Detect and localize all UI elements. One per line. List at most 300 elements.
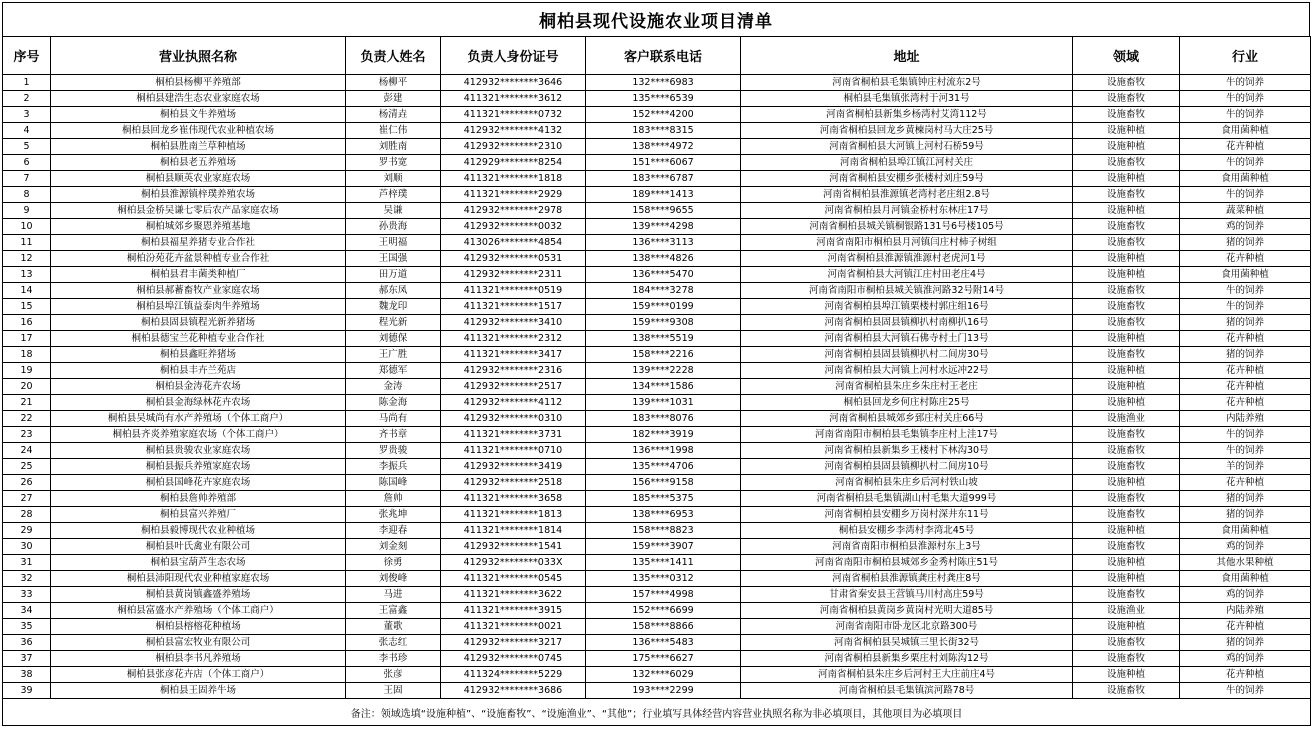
cell-license-name: 桐柏县齐炎养殖家庭农场（个体工商户） (51, 427, 346, 443)
cell-id-number: 411321********1818 (441, 171, 586, 187)
cell-phone: 183****6787 (586, 171, 741, 187)
cell-id-number: 412932********4132 (441, 123, 586, 139)
cell-industry: 花卉种植 (1180, 363, 1311, 379)
cell-index: 24 (3, 443, 51, 459)
cell-id-number: 412932********0310 (441, 411, 586, 427)
cell-address: 河南省南阳市桐柏县月河镇闫庄村柿子树组 (741, 235, 1073, 251)
cell-license-name: 桐柏县鑫旺养猪场 (51, 347, 346, 363)
cell-address: 河南省桐柏县固县镇柳扒村二间房10号 (741, 459, 1073, 475)
cell-address: 河南省桐柏县毛集镇滨河路78号 (741, 683, 1073, 699)
cell-address: 河南省桐柏县新集乡王楼村下林沟30号 (741, 443, 1073, 459)
table-row (3, 635, 1311, 651)
cell-license-name: 桐柏县君丰菌类种植厂 (51, 267, 346, 283)
cell-person-name: 张志红 (346, 635, 441, 651)
cell-phone: 138****4972 (586, 139, 741, 155)
cell-id-number: 412932********0531 (441, 251, 586, 267)
cell-industry: 食用菌种植 (1180, 571, 1311, 587)
cell-industry: 牛的饲养 (1180, 75, 1311, 91)
table-row (3, 411, 1311, 427)
cell-index: 35 (3, 619, 51, 635)
table-row (3, 187, 1311, 203)
table-row (3, 155, 1311, 171)
cell-person-name: 王固 (346, 683, 441, 699)
cell-industry: 鸡的饲养 (1180, 539, 1311, 555)
cell-person-name: 彭建 (346, 91, 441, 107)
cell-industry: 花卉种植 (1180, 667, 1311, 683)
cell-phone: 135****0312 (586, 571, 741, 587)
cell-id-number: 412932********3419 (441, 459, 586, 475)
cell-license-name: 桐柏县詹帅养殖部 (51, 491, 346, 507)
cell-license-name: 桐柏县榕榕花种植场 (51, 619, 346, 635)
cell-industry: 猪的饲养 (1180, 347, 1311, 363)
cell-phone: 139****2228 (586, 363, 741, 379)
cell-license-name: 桐柏县富盛水产养殖场（个体工商户） (51, 603, 346, 619)
cell-phone: 175****6627 (586, 651, 741, 667)
table-row (3, 603, 1311, 619)
cell-index: 19 (3, 363, 51, 379)
table-row (3, 491, 1311, 507)
cell-industry: 食用菌种植 (1180, 171, 1311, 187)
cell-address: 河南省桐柏县大河镇石佛寺村土门13号 (741, 331, 1073, 347)
table-body (3, 75, 1311, 699)
table-row (3, 171, 1311, 187)
cell-phone: 136****1998 (586, 443, 741, 459)
table-row (3, 219, 1311, 235)
cell-id-number: 412932********0745 (441, 651, 586, 667)
table-row (3, 651, 1311, 667)
cell-address: 河南省桐柏县朱庄乡朱庄村王老庄 (741, 379, 1073, 395)
cell-id-number: 412932********2978 (441, 203, 586, 219)
cell-id-number: 412932********2310 (441, 139, 586, 155)
cell-id-number: 411321********0519 (441, 283, 586, 299)
cell-phone: 151****6067 (586, 155, 741, 171)
table-row (3, 139, 1311, 155)
cell-industry: 牛的饲养 (1180, 91, 1311, 107)
cell-license-name: 桐柏县丰卉兰苑店 (51, 363, 346, 379)
cell-license-name: 桐柏县振兵养殖家庭农场 (51, 459, 346, 475)
cell-license-name: 桐柏县国峰花卉家庭农场 (51, 475, 346, 491)
cell-address: 桐柏县毛集镇张湾村于河31号 (741, 91, 1073, 107)
cell-index: 11 (3, 235, 51, 251)
cell-industry: 食用菌种植 (1180, 123, 1311, 139)
cell-phone: 138****5519 (586, 331, 741, 347)
cell-address: 河南省南阳市桐柏县城关镇淮河路32号附14号 (741, 283, 1073, 299)
cell-industry: 花卉种植 (1180, 395, 1311, 411)
cell-phone: 193****2299 (586, 683, 741, 699)
cell-address: 河南省桐柏县大河镇上河村石桥59号 (741, 139, 1073, 155)
cell-index: 1 (3, 75, 51, 91)
table-row (3, 571, 1311, 587)
cell-phone: 157****4998 (586, 587, 741, 603)
cell-person-name: 刘胜南 (346, 139, 441, 155)
table-row (3, 587, 1311, 603)
cell-domain: 设施种植 (1073, 475, 1180, 491)
cell-industry: 鸡的饲养 (1180, 651, 1311, 667)
cell-person-name: 芦梓璞 (346, 187, 441, 203)
cell-address: 河南省桐柏县大河镇江庄村田老庄4号 (741, 267, 1073, 283)
cell-license-name: 桐柏县郝蓄畜牧产业家庭农场 (51, 283, 346, 299)
table-row (3, 475, 1311, 491)
cell-index: 14 (3, 283, 51, 299)
cell-id-number: 412932********1541 (441, 539, 586, 555)
cell-phone: 136****3113 (586, 235, 741, 251)
cell-id-number: 412932********3686 (441, 683, 586, 699)
cell-phone: 152****4200 (586, 107, 741, 123)
cell-person-name: 金涛 (346, 379, 441, 395)
cell-person-name: 马进 (346, 587, 441, 603)
cell-license-name: 桐柏县固县镇程光新养猪场 (51, 315, 346, 331)
cell-phone: 152****6699 (586, 603, 741, 619)
cell-industry: 鸡的饲养 (1180, 219, 1311, 235)
cell-address: 河南省桐柏县月河镇金桥村东林庄17号 (741, 203, 1073, 219)
cell-domain: 设施畜牧 (1073, 459, 1180, 475)
cell-license-name: 桐柏县王固养牛场 (51, 683, 346, 699)
cell-industry: 牛的饲养 (1180, 683, 1311, 699)
cell-domain: 设施畜牧 (1073, 283, 1180, 299)
cell-person-name: 李迎春 (346, 523, 441, 539)
header-phone: 客户联系电话 (586, 37, 741, 75)
cell-domain: 设施种植 (1073, 619, 1180, 635)
cell-id-number: 411321********1517 (441, 299, 586, 315)
cell-index: 33 (3, 587, 51, 603)
cell-phone: 182****3919 (586, 427, 741, 443)
cell-address: 河南省桐柏县城郊乡郅庄村关庄66号 (741, 411, 1073, 427)
cell-license-name: 桐柏县沛阳现代农业种植家庭农场 (51, 571, 346, 587)
cell-person-name: 罗贵骏 (346, 443, 441, 459)
cell-person-name: 孙贵海 (346, 219, 441, 235)
header-domain: 领域 (1073, 37, 1180, 75)
table-row (3, 107, 1311, 123)
table-row (3, 75, 1311, 91)
cell-index: 32 (3, 571, 51, 587)
cell-id-number: 412929********8254 (441, 155, 586, 171)
table-row (3, 347, 1311, 363)
cell-domain: 设施畜牧 (1073, 155, 1180, 171)
cell-domain: 设施种植 (1073, 267, 1180, 283)
cell-license-name: 桐柏县金海绿林花卉农场 (51, 395, 346, 411)
cell-domain: 设施种植 (1073, 379, 1180, 395)
cell-domain: 设施种植 (1073, 555, 1180, 571)
cell-index: 23 (3, 427, 51, 443)
cell-license-name: 桐柏县建浩生态农业家庭农场 (51, 91, 346, 107)
cell-industry: 牛的饲养 (1180, 299, 1311, 315)
cell-id-number: 413026********4854 (441, 235, 586, 251)
cell-license-name: 桐柏县吴城尚有水产养殖场（个体工商户） (51, 411, 346, 427)
cell-domain: 设施畜牧 (1073, 539, 1180, 555)
cell-person-name: 李振兵 (346, 459, 441, 475)
cell-license-name: 桐柏县毅博现代农业种植场 (51, 523, 346, 539)
cell-industry: 牛的饲养 (1180, 443, 1311, 459)
cell-id-number: 411321********0545 (441, 571, 586, 587)
cell-id-number: 411321********3658 (441, 491, 586, 507)
cell-domain: 设施畜牧 (1073, 91, 1180, 107)
cell-address: 河南省桐柏县朱庄乡后河村铁山坡 (741, 475, 1073, 491)
cell-address: 河南省桐柏县固县镇柳扒村二间房30号 (741, 347, 1073, 363)
cell-license-name: 桐柏县文牛养殖场 (51, 107, 346, 123)
cell-index: 31 (3, 555, 51, 571)
cell-industry: 牛的饲养 (1180, 283, 1311, 299)
cell-id-number: 411321********3731 (441, 427, 586, 443)
cell-index: 16 (3, 315, 51, 331)
cell-index: 7 (3, 171, 51, 187)
cell-address: 河南省桐柏县黄岗乡黄岗村光明大道85号 (741, 603, 1073, 619)
cell-person-name: 王明福 (346, 235, 441, 251)
cell-industry: 花卉种植 (1180, 139, 1311, 155)
header-address: 地址 (741, 37, 1073, 75)
cell-license-name: 桐柏县金涛花卉农场 (51, 379, 346, 395)
cell-address: 河南省桐柏县淮源镇龚庄村龚庄8号 (741, 571, 1073, 587)
cell-index: 8 (3, 187, 51, 203)
cell-index: 37 (3, 651, 51, 667)
cell-id-number: 412932********4112 (441, 395, 586, 411)
cell-address: 河南省南阳市卧龙区北京路300号 (741, 619, 1073, 635)
cell-domain: 设施畜牧 (1073, 587, 1180, 603)
cell-index: 6 (3, 155, 51, 171)
cell-license-name: 桐柏县回龙乡崔伟现代农业种植农场 (51, 123, 346, 139)
cell-address: 河南省桐柏县埠江镇江河村关庄 (741, 155, 1073, 171)
cell-domain: 设施种植 (1073, 523, 1180, 539)
cell-index: 30 (3, 539, 51, 555)
cell-address: 河南省南阳市桐柏县淮源村东上3号 (741, 539, 1073, 555)
cell-address: 河南省桐柏县朱庄乡后河村王大庄前庄4号 (741, 667, 1073, 683)
table-row (3, 283, 1311, 299)
cell-domain: 设施畜牧 (1073, 507, 1180, 523)
cell-license-name: 桐柏县杨柳平养殖部 (51, 75, 346, 91)
cell-address: 河南省桐柏县埠江镇栗楼村郭庄组16号 (741, 299, 1073, 315)
cell-domain: 设施畜牧 (1073, 635, 1180, 651)
cell-license-name: 桐柏县富兴养殖厂 (51, 507, 346, 523)
cell-license-name: 桐柏县宝葫芦生态农场 (51, 555, 346, 571)
cell-industry: 猪的饲养 (1180, 235, 1311, 251)
cell-id-number: 411321********3915 (441, 603, 586, 619)
cell-license-name: 桐柏县金桥吴谦七零后农产品家庭农场 (51, 203, 346, 219)
cell-license-name: 桐柏县顺英农业家庭农场 (51, 171, 346, 187)
table-row (3, 539, 1311, 555)
cell-phone: 158****8823 (586, 523, 741, 539)
cell-industry: 猪的饲养 (1180, 507, 1311, 523)
cell-person-name: 徐勇 (346, 555, 441, 571)
header-person-name: 负责人姓名 (346, 37, 441, 75)
cell-phone: 185****5375 (586, 491, 741, 507)
cell-person-name: 董歌 (346, 619, 441, 635)
cell-industry: 内陆养殖 (1180, 603, 1311, 619)
cell-industry: 鸡的饲养 (1180, 587, 1311, 603)
cell-license-name: 桐柏县老五养殖场 (51, 155, 346, 171)
cell-person-name: 陈国峰 (346, 475, 441, 491)
cell-address: 河南省桐柏县毛集镇钟庄村流东2号 (741, 75, 1073, 91)
cell-person-name: 杨清垚 (346, 107, 441, 123)
cell-person-name: 王国强 (346, 251, 441, 267)
cell-industry: 花卉种植 (1180, 379, 1311, 395)
cell-industry: 蔬菜种植 (1180, 203, 1311, 219)
cell-person-name: 李书珍 (346, 651, 441, 667)
cell-industry: 牛的饲养 (1180, 187, 1311, 203)
cell-address: 河南省桐柏县安棚乡万岗村深井东11号 (741, 507, 1073, 523)
cell-person-name: 张兆坤 (346, 507, 441, 523)
cell-phone: 138****6953 (586, 507, 741, 523)
cell-person-name: 马尚有 (346, 411, 441, 427)
cell-person-name: 王富鑫 (346, 603, 441, 619)
cell-industry: 牛的饲养 (1180, 427, 1311, 443)
table-row (3, 683, 1311, 699)
table-row (3, 507, 1311, 523)
cell-phone: 158****9655 (586, 203, 741, 219)
cell-person-name: 吴谦 (346, 203, 441, 219)
cell-address: 河南省桐柏县毛集镇湖山村毛集大道999号 (741, 491, 1073, 507)
cell-domain: 设施畜牧 (1073, 347, 1180, 363)
cell-person-name: 罗书宽 (346, 155, 441, 171)
cell-index: 39 (3, 683, 51, 699)
header-license-name: 营业执照名称 (51, 37, 346, 75)
cell-industry: 花卉种植 (1180, 475, 1311, 491)
table-row (3, 91, 1311, 107)
cell-phone: 189****1413 (586, 187, 741, 203)
table-row (3, 395, 1311, 411)
cell-index: 38 (3, 667, 51, 683)
cell-index: 27 (3, 491, 51, 507)
cell-address: 河南省桐柏县新集乡杨湾村艾湾112号 (741, 107, 1073, 123)
cell-id-number: 411321********2929 (441, 187, 586, 203)
cell-phone: 183****8315 (586, 123, 741, 139)
cell-domain: 设施畜牧 (1073, 683, 1180, 699)
cell-domain: 设施畜牧 (1073, 315, 1180, 331)
cell-id-number: 411321********3622 (441, 587, 586, 603)
cell-domain: 设施畜牧 (1073, 427, 1180, 443)
cell-domain: 设施畜牧 (1073, 107, 1180, 123)
cell-phone: 184****3278 (586, 283, 741, 299)
cell-industry: 猪的饲养 (1180, 315, 1311, 331)
cell-id-number: 411321********0710 (441, 443, 586, 459)
cell-address: 河南省桐柏县吴城镇三里长街32号 (741, 635, 1073, 651)
table-row (3, 203, 1311, 219)
cell-domain: 设施渔业 (1073, 603, 1180, 619)
cell-industry: 牛的饲养 (1180, 107, 1311, 123)
cell-person-name: 刘俊峰 (346, 571, 441, 587)
cell-address: 河南省桐柏县城关镇桐银路131号6号楼105号 (741, 219, 1073, 235)
cell-phone: 132****6983 (586, 75, 741, 91)
cell-id-number: 411321********0732 (441, 107, 586, 123)
table-row (3, 331, 1311, 347)
cell-license-name: 桐柏县黄岗镇鑫盛养殖场 (51, 587, 346, 603)
cell-domain: 设施种植 (1073, 571, 1180, 587)
cell-index: 10 (3, 219, 51, 235)
cell-industry: 牛的饲养 (1180, 155, 1311, 171)
cell-license-name: 桐柏县埠江镇益泰肉牛养殖场 (51, 299, 346, 315)
cell-id-number: 411321********3417 (441, 347, 586, 363)
cell-address: 河南省南阳市桐柏县毛集镇李庄村上洼17号 (741, 427, 1073, 443)
cell-phone: 156****9158 (586, 475, 741, 491)
cell-person-name: 崔仁伟 (346, 123, 441, 139)
cell-domain: 设施种植 (1073, 251, 1180, 267)
cell-person-name: 张彦 (346, 667, 441, 683)
cell-address: 河南省南阳市桐柏县城郊乡金秀村陈庄51号 (741, 555, 1073, 571)
cell-index: 22 (3, 411, 51, 427)
cell-index: 25 (3, 459, 51, 475)
cell-person-name: 程光新 (346, 315, 441, 331)
cell-id-number: 411321********0021 (441, 619, 586, 635)
table-row (3, 619, 1311, 635)
cell-index: 34 (3, 603, 51, 619)
cell-license-name: 桐柏县胜南兰草种植场 (51, 139, 346, 155)
cell-domain: 设施畜牧 (1073, 187, 1180, 203)
cell-phone: 159****0199 (586, 299, 741, 315)
cell-phone: 134****1586 (586, 379, 741, 395)
cell-phone: 158****2216 (586, 347, 741, 363)
cell-person-name: 刘德保 (346, 331, 441, 347)
cell-license-name: 桐柏县富宏牧业有限公司 (51, 635, 346, 651)
table-row (3, 315, 1311, 331)
sheet-title: 桐柏县现代设施农业项目清单 (2, 2, 1310, 36)
cell-phone: 183****8076 (586, 411, 741, 427)
cell-person-name: 魏龙印 (346, 299, 441, 315)
cell-index: 3 (3, 107, 51, 123)
header-index: 序号 (3, 37, 51, 75)
table-row (3, 459, 1311, 475)
cell-domain: 设施畜牧 (1073, 651, 1180, 667)
cell-phone: 136****5483 (586, 635, 741, 651)
cell-phone: 159****9308 (586, 315, 741, 331)
cell-person-name: 田万道 (346, 267, 441, 283)
cell-person-name: 王广胜 (346, 347, 441, 363)
cell-id-number: 412932********2517 (441, 379, 586, 395)
cell-id-number: 412932********033X (441, 555, 586, 571)
project-table (2, 36, 1311, 726)
cell-index: 13 (3, 267, 51, 283)
cell-index: 15 (3, 299, 51, 315)
cell-index: 4 (3, 123, 51, 139)
note-row (3, 699, 1311, 726)
header-id-number: 负责人身份证号 (441, 37, 586, 75)
table-row (3, 379, 1311, 395)
cell-id-number: 412932********0032 (441, 219, 586, 235)
cell-phone: 135****4706 (586, 459, 741, 475)
cell-address: 甘肃省秦安县王营镇马川村高庄59号 (741, 587, 1073, 603)
cell-industry: 猪的饲养 (1180, 491, 1311, 507)
cell-index: 17 (3, 331, 51, 347)
cell-domain: 设施渔业 (1073, 411, 1180, 427)
cell-domain: 设施畜牧 (1073, 235, 1180, 251)
cell-domain: 设施种植 (1073, 667, 1180, 683)
cell-license-name: 桐柏县张彦花卉店（个体工商户） (51, 667, 346, 683)
cell-phone: 139****1031 (586, 395, 741, 411)
cell-index: 2 (3, 91, 51, 107)
cell-address: 河南省桐柏县固县镇柳扒村南柳扒16号 (741, 315, 1073, 331)
cell-id-number: 411321********3612 (441, 91, 586, 107)
cell-license-name: 桐柏县福星养猪专业合作社 (51, 235, 346, 251)
cell-person-name: 齐书章 (346, 427, 441, 443)
cell-address: 河南省桐柏县淮源镇淮源村老虎河1号 (741, 251, 1073, 267)
cell-person-name: 杨柳平 (346, 75, 441, 91)
cell-license-name: 桐柏县德宝兰花种植专业合作社 (51, 331, 346, 347)
cell-id-number: 411321********2312 (441, 331, 586, 347)
cell-industry: 花卉种植 (1180, 251, 1311, 267)
cell-industry: 猪的饲养 (1180, 635, 1311, 651)
cell-domain: 设施畜牧 (1073, 219, 1180, 235)
cell-address: 河南省桐柏县安棚乡张楼村刘庄59号 (741, 171, 1073, 187)
cell-index: 20 (3, 379, 51, 395)
cell-domain: 设施种植 (1073, 203, 1180, 219)
table-row (3, 299, 1311, 315)
cell-domain: 设施种植 (1073, 331, 1180, 347)
table-row (3, 523, 1311, 539)
cell-phone: 136****5470 (586, 267, 741, 283)
header-row (3, 37, 1311, 75)
cell-license-name: 桐柏县叶氏禽业有限公司 (51, 539, 346, 555)
cell-industry: 食用菌种植 (1180, 267, 1311, 283)
cell-person-name: 郝东凤 (346, 283, 441, 299)
cell-address: 河南省桐柏县新集乡栗庄村刘陈沟12号 (741, 651, 1073, 667)
cell-address: 河南省桐柏县大河镇上河村水远冲22号 (741, 363, 1073, 379)
